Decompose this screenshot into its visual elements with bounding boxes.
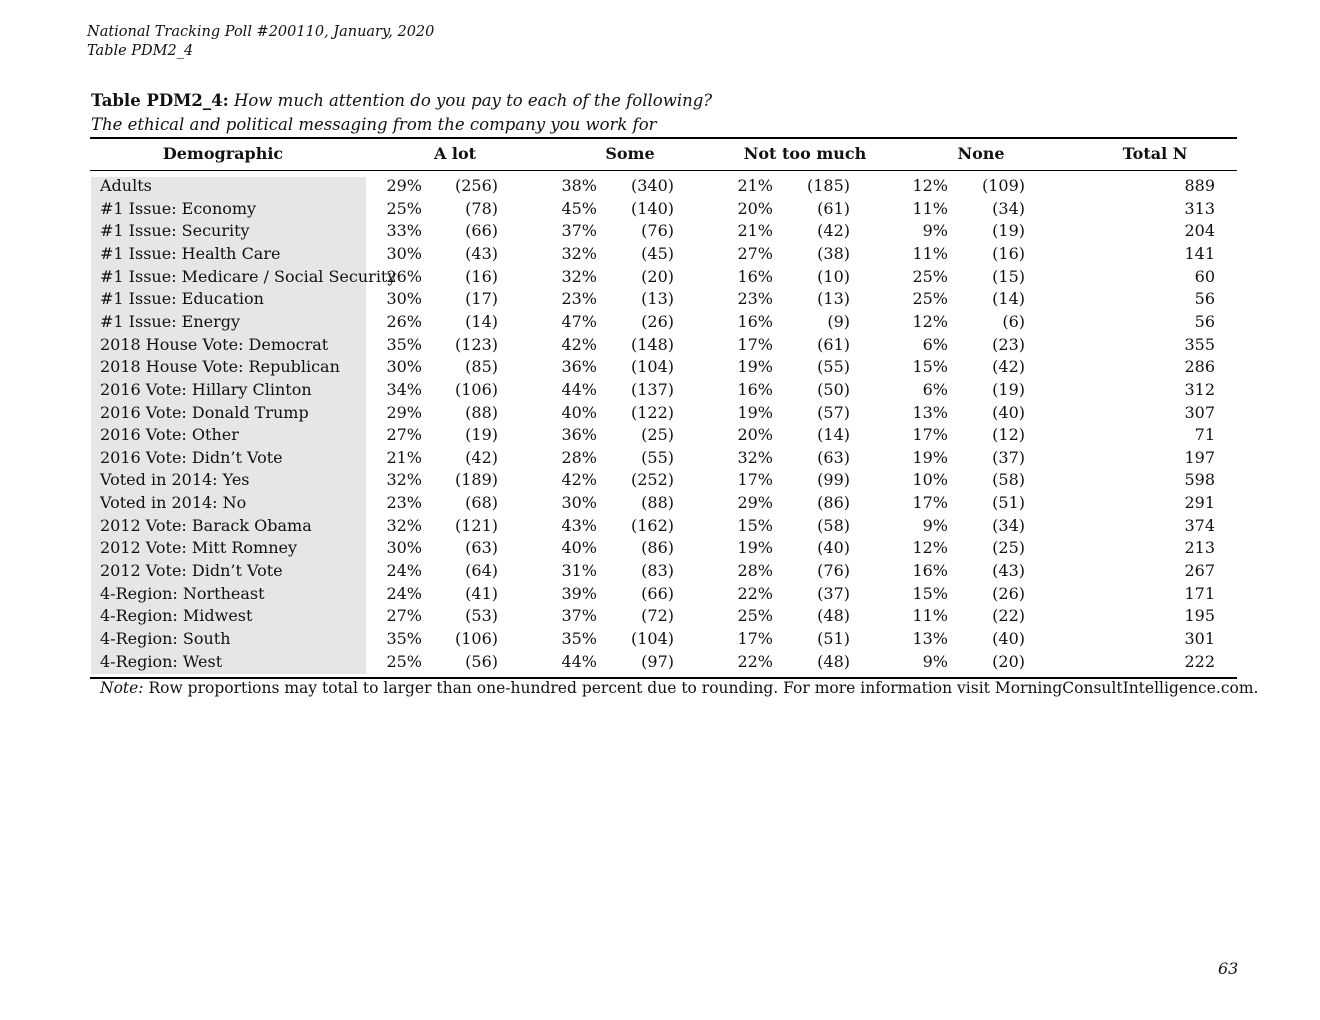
cell-total-n: 141: [1184, 243, 1215, 263]
column-header-total-n: Total N: [1122, 144, 1188, 163]
cell-some-n: (104): [630, 357, 674, 377]
cell-not-too-much-pct: 21%: [737, 221, 773, 241]
table-row: [0, 289, 1320, 312]
column-header-none: None: [957, 144, 1005, 163]
cell-not-too-much-pct: 15%: [737, 515, 773, 535]
table-row: [0, 584, 1320, 607]
row-label: 4-Region: Midwest: [100, 606, 253, 626]
cell-total-n: 213: [1184, 538, 1215, 558]
row-label: 4-Region: West: [100, 651, 223, 671]
cell-some-pct: 32%: [561, 266, 597, 286]
row-label: #1 Issue: Education: [100, 289, 264, 309]
cell-a-lot-n: (14): [465, 311, 498, 331]
cell-a-lot-n: (121): [454, 515, 498, 535]
cell-some-n: (13): [641, 289, 674, 309]
cell-a-lot-pct: 35%: [386, 629, 422, 648]
cell-none-pct: 12%: [912, 311, 948, 331]
table-row: [0, 380, 1320, 403]
cell-not-too-much-n: (38): [817, 243, 850, 263]
row-label: 2012 Vote: Didn’t Vote: [100, 561, 283, 581]
table-row: [0, 516, 1320, 539]
row-label: 2018 House Vote: Democrat: [100, 334, 329, 354]
cell-a-lot-n: (19): [465, 425, 498, 445]
cell-a-lot-pct: 27%: [386, 425, 422, 445]
cell-some-pct: 35%: [561, 629, 597, 648]
row-label: Voted in 2014: No: [100, 493, 247, 513]
cell-some-n: (25): [641, 425, 674, 445]
cell-total-n: 355: [1184, 334, 1215, 354]
cell-some-n: (76): [641, 221, 674, 241]
cell-some-n: (55): [641, 447, 674, 467]
cell-not-too-much-pct: 32%: [737, 447, 773, 467]
cell-none-pct: 25%: [912, 289, 948, 309]
cell-some-pct: 44%: [561, 379, 597, 399]
cell-not-too-much-n: (42): [817, 221, 850, 241]
cell-none-pct: 19%: [912, 447, 948, 467]
cell-total-n: 301: [1184, 629, 1215, 648]
cell-some-pct: 37%: [561, 221, 597, 241]
cell-a-lot-pct: 32%: [386, 470, 422, 490]
cell-some-pct: 38%: [561, 176, 597, 195]
cell-not-too-much-pct: 16%: [737, 311, 773, 331]
cell-total-n: 171: [1184, 583, 1215, 603]
table-row: [0, 470, 1320, 493]
cell-some-n: (122): [630, 402, 674, 422]
table-id-header: Table PDM2_4: [87, 43, 194, 59]
row-label: #1 Issue: Energy: [100, 311, 241, 331]
table-row: [0, 538, 1320, 561]
table-row: [0, 629, 1320, 652]
cell-some-pct: 45%: [561, 198, 597, 218]
cell-some-n: (20): [641, 266, 674, 286]
cell-some-n: (45): [641, 243, 674, 263]
cell-a-lot-n: (189): [454, 470, 498, 490]
cell-none-pct: 9%: [922, 651, 948, 671]
cell-total-n: 197: [1184, 447, 1215, 467]
cell-none-pct: 11%: [912, 243, 948, 263]
page-number: 63: [1218, 959, 1239, 978]
row-label: #1 Issue: Medicare / Social Security: [100, 266, 397, 286]
cell-a-lot-n: (68): [465, 493, 498, 513]
cell-not-too-much-pct: 22%: [737, 651, 773, 671]
cell-some-n: (66): [641, 583, 674, 603]
cell-a-lot-n: (41): [465, 583, 498, 603]
cell-none-n: (23): [992, 334, 1025, 354]
cell-none-pct: 15%: [912, 357, 948, 377]
cell-some-pct: 40%: [561, 538, 597, 558]
cell-none-pct: 16%: [912, 561, 948, 581]
cell-none-pct: 11%: [912, 606, 948, 626]
cell-some-pct: 42%: [561, 470, 597, 490]
cell-a-lot-n: (123): [454, 334, 498, 354]
cell-not-too-much-pct: 16%: [737, 379, 773, 399]
cell-a-lot-n: (106): [454, 629, 498, 648]
cell-none-pct: 6%: [922, 334, 948, 354]
cell-not-too-much-n: (55): [817, 357, 850, 377]
cell-none-n: (19): [992, 221, 1025, 241]
cell-a-lot-n: (42): [465, 447, 498, 467]
row-label: Adults: [100, 176, 152, 195]
cell-some-pct: 28%: [561, 447, 597, 467]
cell-not-too-much-pct: 19%: [737, 402, 773, 422]
cell-total-n: 60: [1194, 266, 1215, 286]
cell-none-n: (16): [992, 243, 1025, 263]
cell-none-n: (20): [992, 651, 1025, 671]
cell-some-n: (86): [641, 538, 674, 558]
table-row: [0, 652, 1320, 675]
cell-none-n: (42): [992, 357, 1025, 377]
cell-not-too-much-n: (76): [817, 561, 850, 581]
cell-a-lot-pct: 26%: [386, 311, 422, 331]
cell-none-pct: 12%: [912, 538, 948, 558]
caption-label: Table PDM2_4:: [91, 91, 229, 110]
cell-not-too-much-pct: 23%: [737, 289, 773, 309]
note-label: Note:: [100, 679, 144, 697]
cell-not-too-much-pct: 20%: [737, 425, 773, 445]
cell-some-pct: 23%: [561, 289, 597, 309]
cell-none-n: (26): [992, 583, 1025, 603]
cell-total-n: 291: [1184, 493, 1215, 513]
cell-a-lot-n: (66): [465, 221, 498, 241]
cell-a-lot-n: (43): [465, 243, 498, 263]
cell-none-pct: 10%: [912, 470, 948, 490]
cell-a-lot-pct: 24%: [386, 561, 422, 581]
cell-some-n: (252): [630, 470, 674, 490]
cell-total-n: 312: [1184, 379, 1215, 399]
cell-some-pct: 44%: [561, 651, 597, 671]
cell-not-too-much-pct: 21%: [737, 176, 773, 195]
cell-some-pct: 31%: [561, 561, 597, 581]
table-row: [0, 267, 1320, 290]
cell-some-n: (26): [641, 311, 674, 331]
cell-a-lot-pct: 32%: [386, 515, 422, 535]
cell-a-lot-pct: 35%: [386, 334, 422, 354]
cell-none-n: (58): [992, 470, 1025, 490]
cell-not-too-much-n: (48): [817, 606, 850, 626]
cell-a-lot-n: (64): [465, 561, 498, 581]
cell-a-lot-pct: 33%: [386, 221, 422, 241]
cell-a-lot-pct: 26%: [386, 266, 422, 286]
cell-some-pct: 47%: [561, 311, 597, 331]
cell-not-too-much-pct: 19%: [737, 357, 773, 377]
column-header-demographic: Demographic: [162, 144, 284, 163]
cell-total-n: 71: [1194, 425, 1215, 445]
cell-none-pct: 17%: [912, 425, 948, 445]
cell-a-lot-pct: 30%: [386, 289, 422, 309]
column-header-a-lot: A lot: [433, 144, 477, 163]
cell-total-n: 195: [1184, 606, 1215, 626]
row-label: Voted in 2014: Yes: [100, 470, 250, 490]
cell-not-too-much-n: (50): [817, 379, 850, 399]
cell-a-lot-pct: 25%: [386, 198, 422, 218]
cell-a-lot-n: (88): [465, 402, 498, 422]
cell-a-lot-pct: 25%: [386, 651, 422, 671]
cell-none-n: (34): [992, 515, 1025, 535]
row-label: #1 Issue: Health Care: [100, 243, 281, 263]
cell-none-n: (37): [992, 447, 1025, 467]
row-label: 2012 Vote: Barack Obama: [100, 515, 312, 535]
cell-not-too-much-n: (37): [817, 583, 850, 603]
cell-total-n: 56: [1194, 311, 1215, 331]
column-header-some: Some: [605, 144, 655, 163]
cell-none-pct: 9%: [922, 221, 948, 241]
cell-none-n: (51): [992, 493, 1025, 513]
cell-total-n: 889: [1184, 176, 1215, 195]
table-row: [0, 335, 1320, 358]
cell-not-too-much-n: (58): [817, 515, 850, 535]
cell-a-lot-pct: 30%: [386, 357, 422, 377]
cell-total-n: 313: [1184, 198, 1215, 218]
cell-a-lot-pct: 23%: [386, 493, 422, 513]
cell-none-pct: 17%: [912, 493, 948, 513]
cell-some-n: (72): [641, 606, 674, 626]
cell-not-too-much-n: (185): [806, 176, 850, 195]
cell-none-pct: 13%: [912, 629, 948, 648]
row-label: #1 Issue: Security: [100, 221, 250, 241]
cell-not-too-much-pct: 17%: [737, 629, 773, 648]
cell-some-pct: 42%: [561, 334, 597, 354]
cell-some-pct: 32%: [561, 243, 597, 263]
cell-none-n: (15): [992, 266, 1025, 286]
cell-some-n: (340): [630, 176, 674, 195]
cell-not-too-much-n: (51): [817, 629, 850, 648]
cell-a-lot-n: (16): [465, 266, 498, 286]
cell-a-lot-pct: 24%: [386, 583, 422, 603]
cell-total-n: 598: [1184, 470, 1215, 490]
row-label: #1 Issue: Economy: [100, 198, 257, 218]
cell-total-n: 374: [1184, 515, 1215, 535]
table-row: [0, 493, 1320, 516]
cell-not-too-much-n: (10): [817, 266, 850, 286]
cell-total-n: 267: [1184, 561, 1215, 581]
cell-not-too-much-pct: 22%: [737, 583, 773, 603]
row-label: 2016 Vote: Other: [100, 425, 239, 445]
cell-not-too-much-n: (48): [817, 651, 850, 671]
cell-a-lot-pct: 30%: [386, 538, 422, 558]
cell-total-n: 307: [1184, 402, 1215, 422]
cell-not-too-much-pct: 28%: [737, 561, 773, 581]
cell-some-n: (162): [630, 515, 674, 535]
cell-a-lot-n: (56): [465, 651, 498, 671]
cell-a-lot-pct: 27%: [386, 606, 422, 626]
cell-none-n: (12): [992, 425, 1025, 445]
cell-not-too-much-pct: 29%: [737, 493, 773, 513]
table-row: [0, 199, 1320, 222]
cell-not-too-much-n: (86): [817, 493, 850, 513]
row-label: 4-Region: Northeast: [100, 583, 265, 603]
cell-not-too-much-n: (61): [817, 334, 850, 354]
table-row: [0, 312, 1320, 335]
cell-a-lot-pct: 30%: [386, 243, 422, 263]
cell-none-pct: 13%: [912, 402, 948, 422]
cell-some-n: (83): [641, 561, 674, 581]
cell-not-too-much-pct: 27%: [737, 243, 773, 263]
cell-not-too-much-n: (61): [817, 198, 850, 218]
cell-not-too-much-pct: 17%: [737, 334, 773, 354]
row-label: 4-Region: South: [100, 629, 231, 648]
table-row: [0, 403, 1320, 426]
cell-none-n: (40): [992, 629, 1025, 648]
cell-some-n: (140): [630, 198, 674, 218]
cell-not-too-much-n: (57): [817, 402, 850, 422]
cell-none-pct: 6%: [922, 379, 948, 399]
table-row: [0, 448, 1320, 471]
cell-a-lot-pct: 21%: [386, 447, 422, 467]
cell-total-n: 204: [1184, 221, 1215, 241]
cell-a-lot-n: (53): [465, 606, 498, 626]
cell-none-n: (40): [992, 402, 1025, 422]
cell-a-lot-n: (63): [465, 538, 498, 558]
table-row: [0, 561, 1320, 584]
cell-not-too-much-pct: 20%: [737, 198, 773, 218]
cell-some-n: (88): [641, 493, 674, 513]
cell-a-lot-n: (256): [454, 176, 498, 195]
column-header-not-too-much: Not too much: [743, 144, 867, 163]
cell-not-too-much-pct: 17%: [737, 470, 773, 490]
cell-none-n: (109): [981, 176, 1025, 195]
cell-none-n: (43): [992, 561, 1025, 581]
cell-not-too-much-n: (99): [817, 470, 850, 490]
cell-some-pct: 37%: [561, 606, 597, 626]
row-label: 2018 House Vote: Republican: [100, 357, 340, 377]
cell-a-lot-pct: 29%: [386, 176, 422, 195]
cell-some-pct: 39%: [561, 583, 597, 603]
cell-not-too-much-pct: 16%: [737, 266, 773, 286]
cell-a-lot-pct: 29%: [386, 402, 422, 422]
cell-none-n: (19): [992, 379, 1025, 399]
row-label: 2016 Vote: Hillary Clinton: [100, 379, 312, 399]
cell-not-too-much-pct: 19%: [737, 538, 773, 558]
cell-some-pct: 30%: [561, 493, 597, 513]
cell-none-pct: 15%: [912, 583, 948, 603]
row-label: 2016 Vote: Didn’t Vote: [100, 447, 283, 467]
cell-some-n: (148): [630, 334, 674, 354]
cell-none-n: (14): [992, 289, 1025, 309]
cell-total-n: 286: [1184, 357, 1215, 377]
table-caption: [91, 89, 712, 137]
poll-header: National Tracking Poll #200110, January, 2020: [87, 24, 435, 40]
cell-not-too-much-n: (9): [827, 311, 850, 331]
cell-a-lot-n: (85): [465, 357, 498, 377]
cell-not-too-much-n: (13): [817, 289, 850, 309]
note-text: Row proportions may total to larger than one-hundred percent due to rounding. For more information visit MorningConsultIntelligence.com.: [143, 679, 1259, 697]
table-row: [0, 221, 1320, 244]
cell-none-n: (22): [992, 606, 1025, 626]
table-header-rule: [90, 170, 1237, 171]
cell-none-pct: 11%: [912, 198, 948, 218]
cell-some-pct: 43%: [561, 515, 597, 535]
cell-some-n: (97): [641, 651, 674, 671]
cell-some-pct: 40%: [561, 402, 597, 422]
table-row: [0, 244, 1320, 267]
cell-not-too-much-n: (14): [817, 425, 850, 445]
cell-total-n: 222: [1184, 651, 1215, 671]
cell-total-n: 56: [1194, 289, 1215, 309]
cell-some-n: (104): [630, 629, 674, 648]
cell-none-n: (6): [1002, 311, 1025, 331]
table-note: [100, 679, 1258, 697]
cell-not-too-much-n: (40): [817, 538, 850, 558]
cell-none-n: (34): [992, 198, 1025, 218]
cell-some-n: (137): [630, 379, 674, 399]
cell-some-pct: 36%: [561, 425, 597, 445]
cell-a-lot-pct: 34%: [386, 379, 422, 399]
cell-a-lot-n: (106): [454, 379, 498, 399]
cell-not-too-much-pct: 25%: [737, 606, 773, 626]
cell-some-pct: 36%: [561, 357, 597, 377]
table-row: [0, 425, 1320, 448]
table-row: [0, 357, 1320, 380]
cell-a-lot-n: (78): [465, 198, 498, 218]
table-top-rule: [90, 137, 1237, 139]
cell-none-pct: 12%: [912, 176, 948, 195]
row-label: 2012 Vote: Mitt Romney: [100, 538, 298, 558]
cell-none-n: (25): [992, 538, 1025, 558]
cell-a-lot-n: (17): [465, 289, 498, 309]
table-row: [0, 176, 1320, 199]
caption-question: How much attention do you pay to each of the following?: [233, 91, 713, 110]
cell-none-pct: 9%: [922, 515, 948, 535]
cell-none-pct: 25%: [912, 266, 948, 286]
table-row: [0, 606, 1320, 629]
row-label: 2016 Vote: Donald Trump: [100, 402, 309, 422]
caption-subtitle: The ethical and political messaging from the company you work for: [91, 115, 657, 134]
cell-not-too-much-n: (63): [817, 447, 850, 467]
